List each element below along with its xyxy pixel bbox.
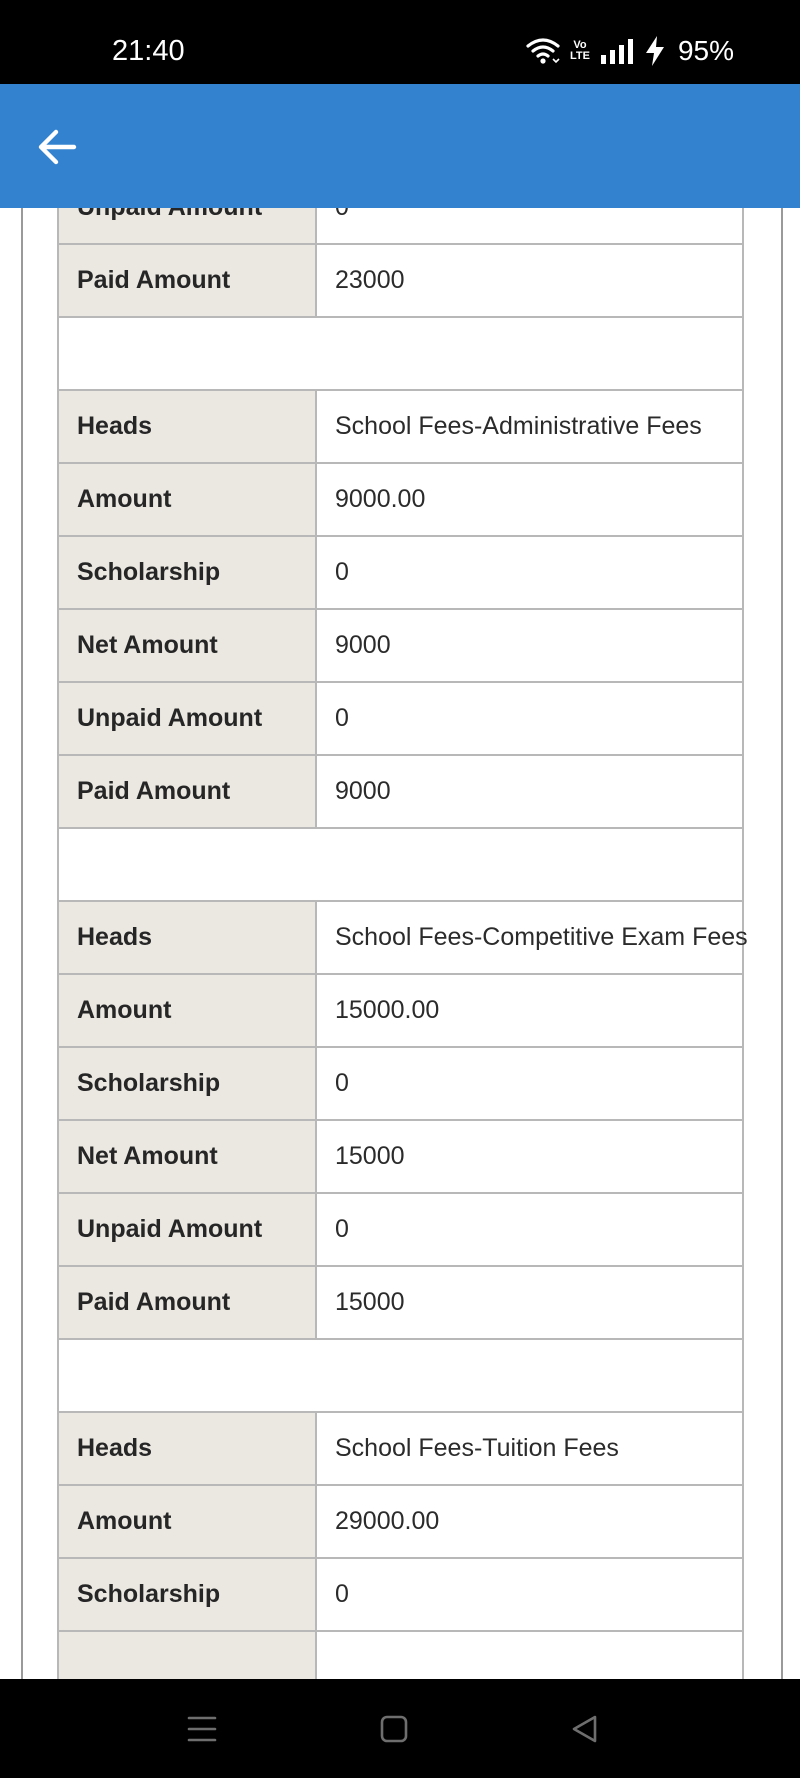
row-label: Heads bbox=[58, 1412, 316, 1485]
system-back-button[interactable] bbox=[560, 1705, 608, 1753]
row-label: Amount bbox=[58, 974, 316, 1047]
table-row bbox=[58, 1120, 743, 1193]
recent-apps-button[interactable] bbox=[178, 1705, 226, 1753]
table-row bbox=[58, 755, 743, 828]
table-row bbox=[58, 390, 743, 463]
row-value: 9000 bbox=[316, 755, 743, 828]
table-row bbox=[58, 1266, 743, 1339]
row-value: School Fees-Competitive Exam Fees bbox=[316, 901, 743, 974]
table-row bbox=[58, 1485, 743, 1558]
spacer-cell bbox=[58, 317, 743, 390]
table-spacer-row bbox=[58, 317, 743, 390]
row-value: School Fees-Administrative Fees bbox=[316, 390, 743, 463]
status-icons bbox=[526, 34, 734, 68]
table-row bbox=[58, 974, 743, 1047]
system-nav-bar bbox=[0, 1679, 800, 1778]
row-label: Scholarship bbox=[58, 536, 316, 609]
spacer-cell bbox=[58, 828, 743, 901]
arrow-left-icon bbox=[37, 129, 77, 165]
row-label: Paid Amount bbox=[58, 755, 316, 828]
table-row bbox=[58, 901, 743, 974]
row-label: Net Amount bbox=[58, 609, 316, 682]
row-value: School Fees-Tuition Fees bbox=[316, 1412, 743, 1485]
volte-icon: Vo LTE bbox=[569, 39, 590, 62]
row-value: 15000 bbox=[316, 1266, 743, 1339]
charging-icon bbox=[644, 36, 666, 66]
app-bar bbox=[0, 84, 800, 208]
row-value: 0 bbox=[316, 1193, 743, 1266]
row-label: Scholarship bbox=[58, 1558, 316, 1631]
row-value: 15000.00 bbox=[316, 974, 743, 1047]
table-row bbox=[58, 1193, 743, 1266]
battery-percentage: 95% bbox=[677, 35, 734, 66]
row-label: Heads bbox=[58, 901, 316, 974]
row-value: 0 bbox=[316, 682, 743, 755]
row-value: 0 bbox=[316, 1047, 743, 1120]
home-icon bbox=[379, 1714, 409, 1744]
row-label: Amount bbox=[58, 1485, 316, 1558]
row-label: Unpaid Amount bbox=[58, 1193, 316, 1266]
signal-icon bbox=[600, 38, 634, 64]
table-row bbox=[58, 1412, 743, 1485]
table-row bbox=[58, 536, 743, 609]
row-label: Heads bbox=[58, 390, 316, 463]
back-button[interactable] bbox=[30, 120, 84, 174]
table-spacer-row bbox=[58, 828, 743, 901]
fee-details-scroll-area[interactable] bbox=[0, 208, 800, 1679]
status-bar bbox=[0, 0, 800, 84]
row-value: 15000 bbox=[316, 1120, 743, 1193]
row-label: Amount bbox=[58, 463, 316, 536]
row-label: Scholarship bbox=[58, 1047, 316, 1120]
table-row bbox=[58, 1558, 743, 1631]
row-value: 0 bbox=[316, 536, 743, 609]
table-row bbox=[58, 463, 743, 536]
row-value: 0 bbox=[316, 1558, 743, 1631]
row-label: Paid Amount bbox=[58, 1266, 316, 1339]
status-time: 21:40 bbox=[112, 35, 185, 67]
table-row bbox=[58, 244, 743, 317]
wifi-icon bbox=[526, 37, 560, 65]
home-button[interactable] bbox=[370, 1705, 418, 1753]
fee-details-table bbox=[57, 170, 748, 1705]
table-row bbox=[58, 682, 743, 755]
table-row bbox=[58, 609, 743, 682]
row-label: Paid Amount bbox=[58, 244, 316, 317]
back-triangle-icon bbox=[569, 1713, 599, 1745]
table-spacer-row bbox=[58, 1339, 743, 1412]
menu-icon bbox=[186, 1714, 218, 1744]
table-row bbox=[58, 1047, 743, 1120]
row-label: Unpaid Amount bbox=[58, 682, 316, 755]
spacer-cell bbox=[58, 1339, 743, 1412]
row-value: 9000.00 bbox=[316, 463, 743, 536]
row-label: Net Amount bbox=[58, 1120, 316, 1193]
row-value: 29000.00 bbox=[316, 1485, 743, 1558]
row-value: 23000 bbox=[316, 244, 743, 317]
row-value: 9000 bbox=[316, 609, 743, 682]
